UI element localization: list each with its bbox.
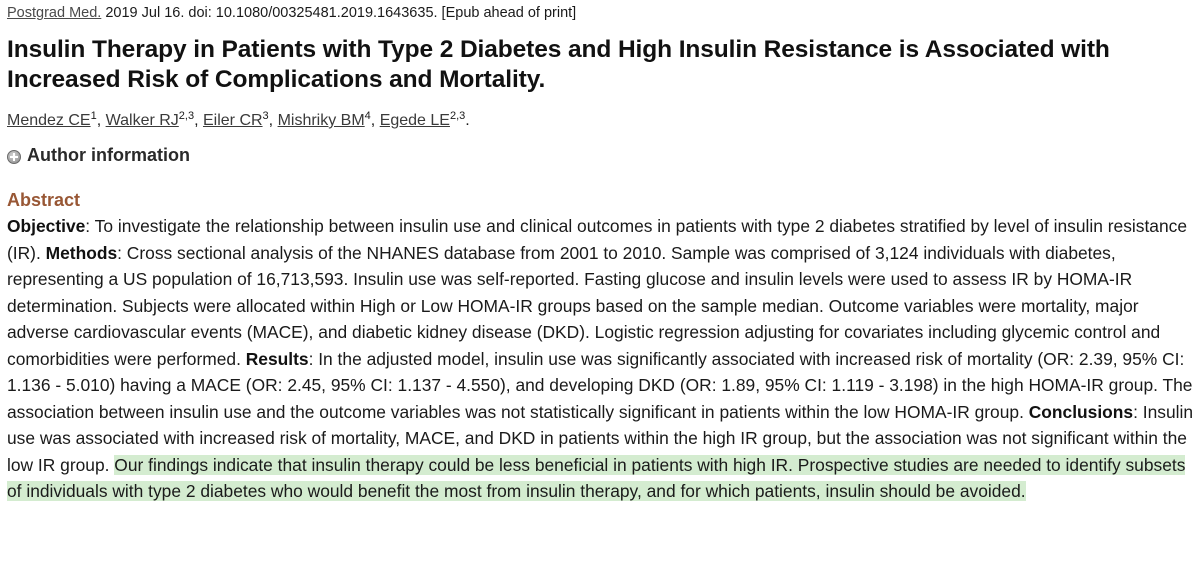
author-separator: , xyxy=(96,112,106,129)
expand-plus-icon[interactable] xyxy=(7,150,21,164)
methods-text: : Cross sectional analysis of the NHANES database from 2001 to 2010. Sample was comprised of 3,124 individuals with diabetes, representing a US population of 16,713,593. Insulin use was self-reported. Fasting glucose and insulin levels were used to assess IR by HOMA-IR determination. Subjects were allocated within High or Low HOMA-IR groups based on the sample median. Outcome variables were mortality, major adverse cardiovascular events (MACE), and diabetic kidney disease (DKD). Logistic regression adjusting for covariates including glycemic control and comorbidities were performed. xyxy=(7,242,1161,369)
author-information-toggle[interactable] xyxy=(7,145,190,166)
conclusions-label: Conclusions xyxy=(1028,401,1134,422)
article-title: Insulin Therapy in Patients with Type 2 Diabetes and High Insulin Resistance is Associated with Increased Risk of Complications and Mortality. xyxy=(7,36,1110,93)
journal-link[interactable]: Postgrad Med. xyxy=(7,5,102,21)
author-separator: , xyxy=(268,112,278,129)
author-affiliation: 2,3 xyxy=(178,110,195,122)
results-text: : In the adjusted model, insulin use was significantly associated with increased risk of mortality (OR: 2.39, 95% CI: 1.136 - 5.010) having a MACE (OR: 2.45, 95% CI: 1.137 - 4.550), and developing DKD (OR: 1.89, 95% CI: 1.119 - 3.198) in the high HOMA-IR group. The association between insulin use and the outcome variables was not statistically significant in patients within the low HOMA-IR group. xyxy=(7,348,1193,422)
author-affiliation: 1 xyxy=(90,110,97,122)
highlighted-conclusion: Our findings indicate that insulin therapy could be less beneficial in patients with high IR. Prospective studies are needed to identify subsets of individuals with type 2 diabetes who would benefit the most from insulin therapy, and for which patients, insulin should be avoided. xyxy=(7,454,1186,501)
author-link[interactable]: Mendez CE xyxy=(7,112,91,129)
abstract-heading: Abstract xyxy=(7,190,81,210)
objective-label: Objective xyxy=(7,216,86,236)
author-affiliation: 4 xyxy=(364,110,371,122)
author-affiliation: 2,3 xyxy=(449,110,466,122)
author-separator: , xyxy=(370,112,380,129)
author-link[interactable]: Mishriky BM xyxy=(277,112,365,129)
author-separator: , xyxy=(194,112,203,129)
author-affiliation: 3 xyxy=(262,110,269,122)
methods-label: Methods xyxy=(45,242,118,263)
results-label: Results xyxy=(245,348,309,369)
author-list xyxy=(7,110,470,132)
citation-line xyxy=(7,4,576,22)
citation-details: 2019 Jul 16. doi: 10.1080/00325481.2019.1643635. [Epub ahead of print] xyxy=(101,5,577,21)
author-separator: . xyxy=(465,112,470,129)
conclusions-text: : Insulin use was associated with increased risk of mortality, MACE, and DKD in patients within the high IR group, but the association was not significant within the low IR group. xyxy=(7,401,1194,475)
abstract-text xyxy=(7,213,1195,505)
author-link[interactable]: Walker RJ xyxy=(105,112,179,129)
objective-text: : To investigate the relationship between insulin use and clinical outcomes in patients with type 2 diabetes stratified by level of insulin resistance (IR). xyxy=(7,216,1188,263)
author-information-label: Author information xyxy=(27,145,190,165)
author-link[interactable]: Eiler CR xyxy=(202,112,263,129)
author-link[interactable]: Egede LE xyxy=(379,112,450,129)
